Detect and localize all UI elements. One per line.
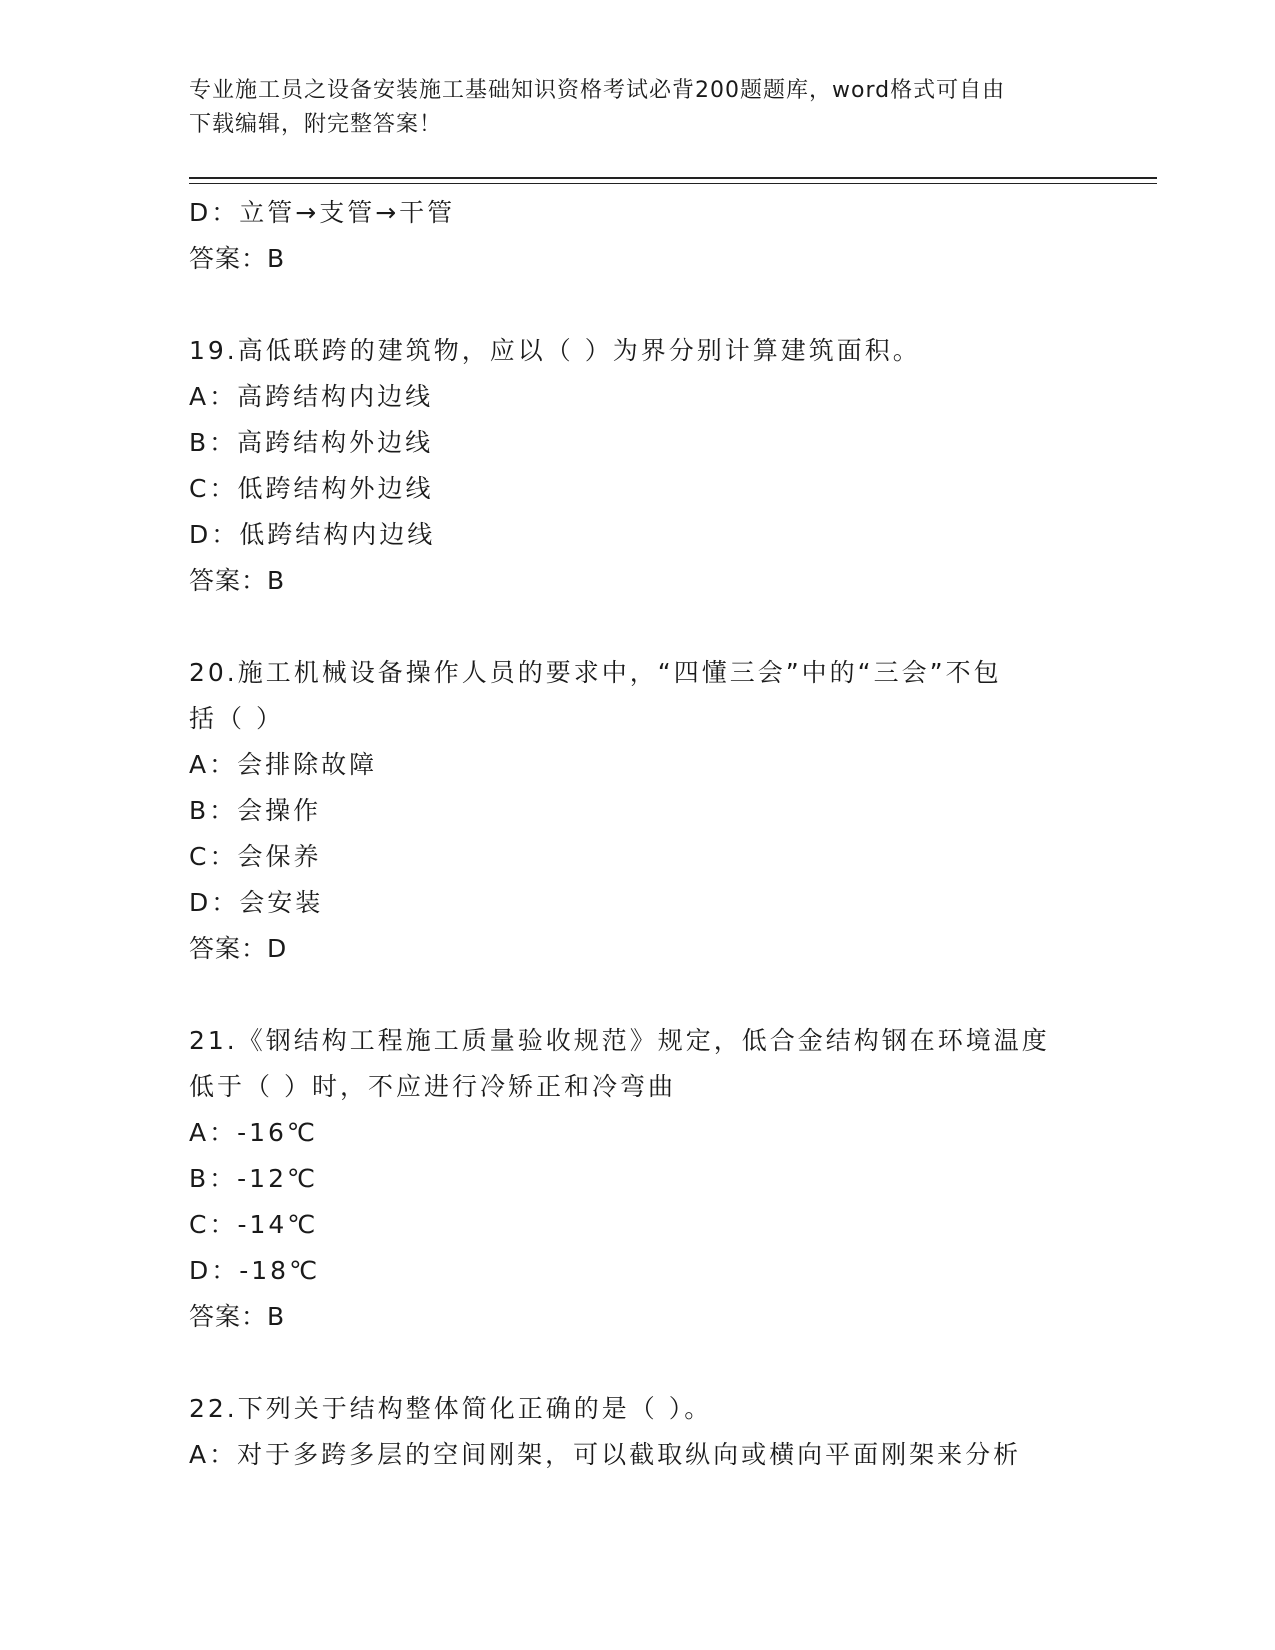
question-21 <box>189 1018 1089 1340</box>
question-stem-line-1: 21.《钢结构工程施工质量验收规范》规定，低合金结构钢在环境温度 <box>189 1026 1050 1055</box>
option-d: D：立管→支管→干管 <box>189 198 456 227</box>
document-header <box>189 74 1089 142</box>
document-body <box>189 190 1089 1478</box>
header-rule-thin <box>189 183 1157 184</box>
answer-line: 答案：D <box>189 934 288 963</box>
question-stem: 19.高低联跨的建筑物，应以（ ）为界分别计算建筑面积。 <box>189 336 921 365</box>
option-a: A：会排除故障 <box>189 750 378 779</box>
spacer <box>189 282 1089 328</box>
question-22 <box>189 1386 1089 1478</box>
spacer <box>189 972 1089 1018</box>
header-rule-thick <box>189 177 1157 179</box>
question-stem-line-1: 20.施工机械设备操作人员的要求中，“四懂三会”中的“三会”不包 <box>189 658 1002 687</box>
header-line-2: 下载编辑，附完整答案！ <box>189 112 443 137</box>
option-b: B：-12℃ <box>189 1164 319 1193</box>
option-c: C：-14℃ <box>189 1210 319 1239</box>
question-fragment <box>189 190 1089 282</box>
answer-line: 答案：B <box>189 1302 286 1331</box>
question-stem-line-2: 低于（ ）时，不应进行冷矫正和冷弯曲 <box>189 1072 676 1101</box>
spacer <box>189 1340 1089 1386</box>
option-c: C：会保养 <box>189 842 322 871</box>
spacer <box>189 604 1089 650</box>
option-a: A：-16℃ <box>189 1118 319 1147</box>
question-stem: 22.下列关于结构整体简化正确的是（ ）。 <box>189 1394 713 1423</box>
option-a: A：高跨结构内边线 <box>189 382 434 411</box>
option-a: A：对于多跨多层的空间刚架，可以截取纵向或横向平面刚架来分析 <box>189 1440 1022 1469</box>
option-b: B：会操作 <box>189 796 322 825</box>
header-line-1: 专业施工员之设备安装施工基础知识资格考试必背200题题库，word格式可自由 <box>189 78 1006 103</box>
option-d: D：会安装 <box>189 888 324 917</box>
option-b: B：高跨结构外边线 <box>189 428 434 457</box>
option-d: D：低跨结构内边线 <box>189 520 436 549</box>
answer-line: 答案：B <box>189 566 286 595</box>
option-c: C：低跨结构外边线 <box>189 474 434 503</box>
question-20 <box>189 650 1089 972</box>
option-d: D：-18℃ <box>189 1256 321 1285</box>
question-stem-line-2: 括（ ） <box>189 704 284 733</box>
answer-line: 答案：B <box>189 244 286 273</box>
question-19 <box>189 328 1089 604</box>
